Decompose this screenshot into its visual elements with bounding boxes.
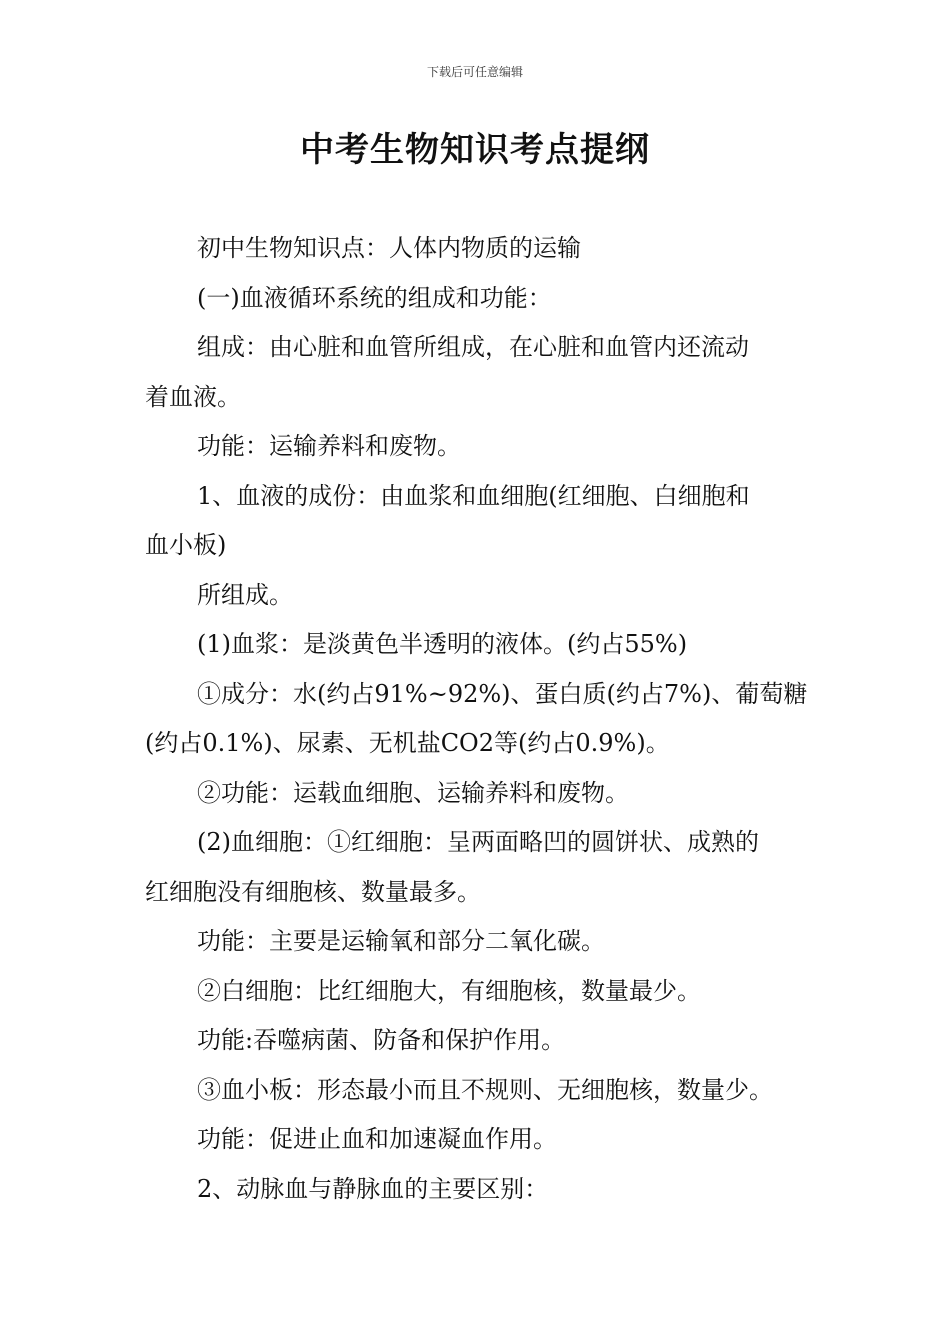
paragraph-line: 所组成。 — [197, 580, 293, 609]
document-title: 中考生物知识考点提纲 — [300, 130, 650, 170]
paragraph-line: (2)血细胞：①红细胞：呈两面略凹的圆饼状、成熟的 — [197, 828, 759, 856]
paragraph-line: (约占0.1%)、尿素、无机盐CO2等(约占0.9%)。 — [145, 729, 670, 757]
paragraph-line: ②白细胞：比红细胞大，有细胞核，数量最少。 — [197, 976, 701, 1005]
paragraph-line: 功能：运输养料和废物。 — [197, 432, 461, 460]
paragraph-line: (一)血液循环系统的组成和功能： — [197, 283, 552, 312]
paragraph-line: 1、血液的成份：由血浆和血细胞(红细胞、白细胞和 — [197, 481, 750, 510]
paragraph-line: ①成分：水(约占91%~92%)、蛋白质(约占7%)、葡萄糖 — [197, 679, 807, 708]
paragraph-line: 红细胞没有细胞核、数量最多。 — [145, 877, 481, 906]
paragraph-line: 组成：由心脏和血管所组成，在心脏和血管内还流动 — [197, 333, 749, 361]
document-body — [145, 224, 807, 1214]
paragraph-line: ②功能：运载血细胞、运输养料和废物。 — [197, 778, 629, 807]
paragraph-line: 初中生物知识点：人体内物质的运输 — [197, 234, 581, 262]
paragraph-line: 功能：促进止血和加速凝血作用。 — [197, 1125, 557, 1153]
paragraph-line: ③血小板：形态最小而且不规则、无细胞核，数量少。 — [197, 1075, 773, 1104]
paragraph-line: 血小板) — [145, 531, 227, 559]
paragraph-line: 2、动脉血与静脉血的主要区别： — [197, 1174, 549, 1203]
paragraph-line: (1)血浆：是淡黄色半透明的液体。(约占55%) — [197, 630, 688, 658]
paragraph-line: 功能：主要是运输氧和部分二氧化碳。 — [197, 927, 605, 955]
paragraph-line: 着血液。 — [145, 382, 241, 411]
page-header-note: 下载后可任意编辑 — [426, 65, 523, 79]
paragraph-line: 功能:吞噬病菌、防备和保护作用。 — [197, 1026, 566, 1054]
